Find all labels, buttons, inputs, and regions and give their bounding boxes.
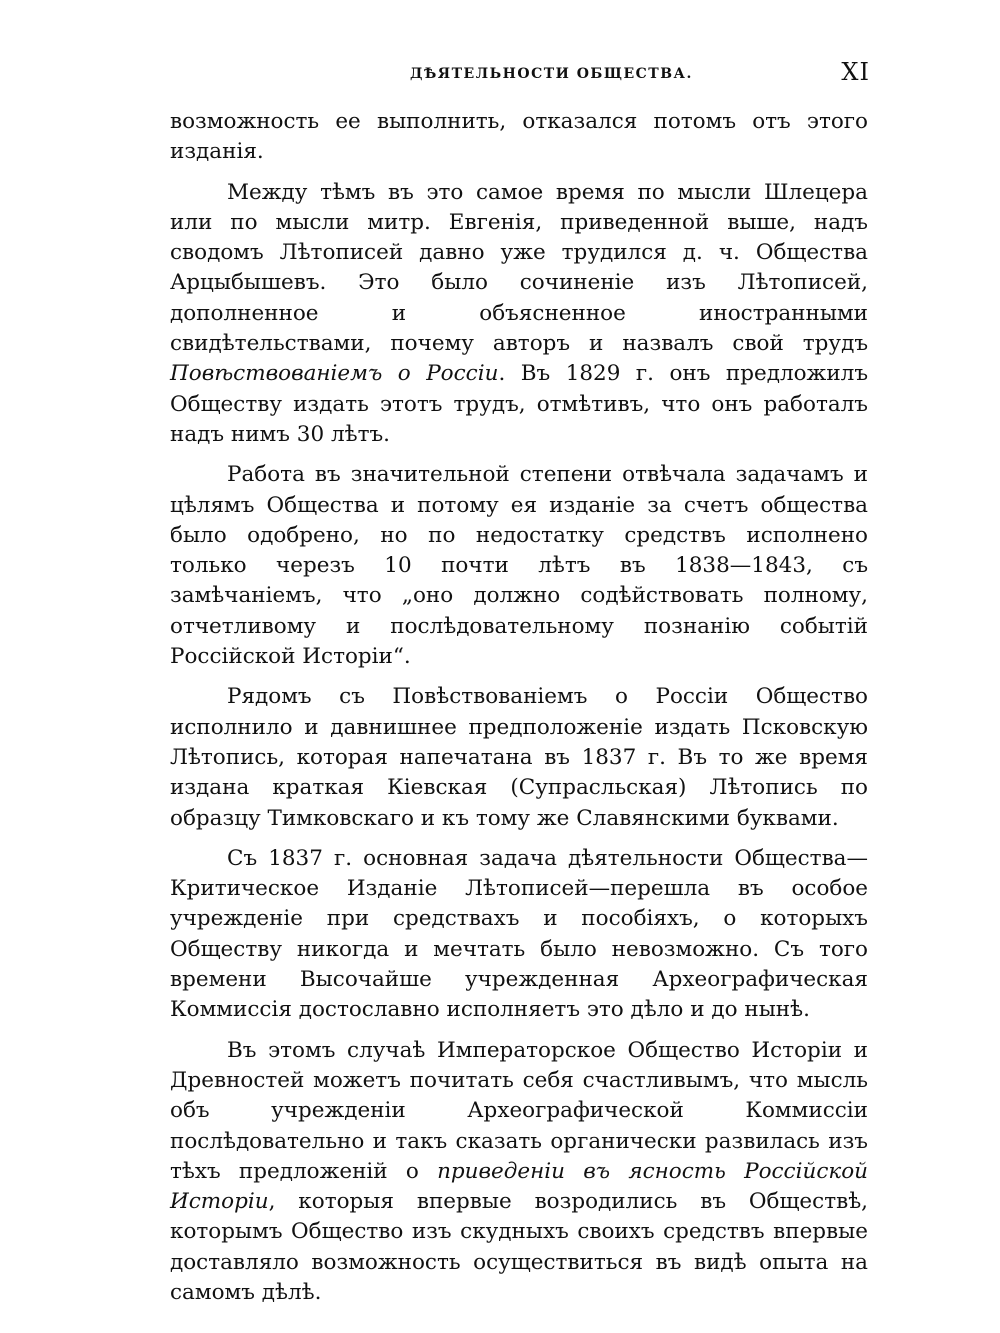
paragraph [170, 178, 868, 451]
paragraph [170, 107, 868, 168]
text-run: Съ 1837 г. основная задача дѣятельности Общества—Критическое Изданіе Лѣтописей—перешла въ особое учрежденіе при средствахъ и пособіяхъ, о которыхъ Обществу никогда и мечтать было невозможно. Съ того времени Высочайше учрежденная Археографическая Коммиссія достославно исполняетъ это дѣло и до нынѣ. [170, 845, 868, 1023]
text-run: Рядомъ съ Повѣствованіемъ о Россіи Общество исполнило и давнишнее предположеніе издать Псковскую Лѣтопись, которая напечатана въ 1837 г. Въ то же время издана краткая Кіевская (Супрасльская) Лѣтопись по образцу Тимковскаго и къ тому же Славянскими буквами. [170, 684, 868, 831]
page-number: XI [841, 58, 870, 86]
running-head: ДѢЯТЕЛЬНОСТИ ОБЩЕСТВА. [410, 66, 693, 82]
body-text [170, 107, 868, 1318]
text-run: . Въ 1829 г. онъ предложилъ Обществу издать этотъ трудъ, отмѣтивъ, что онъ работалъ надъ нимъ 30 лѣтъ. [170, 361, 868, 447]
italic-title: Повѣствованіемъ о Россіи [170, 361, 499, 387]
page-header [170, 58, 870, 90]
text-run: Въ этомъ случаѣ Императорское Общество Исторіи и Древностей можетъ почитать себя счастливымъ, что мысль объ учрежденіи Археографической Коммиссіи послѣдовательно и такъ сказать органически развилась изъ тѣхъ предложеній о [170, 1037, 868, 1184]
paragraph [170, 844, 868, 1026]
text-run: Работа въ значительной степени отвѣчала задачамъ и цѣлямъ Общества и потому ея изданіе за счетъ общества было одобрено, но по недостатку средствъ исполнено только черезъ 10 почти лѣтъ въ 1838—1843, съ замѣчаніемъ, что „оно должно содѣйствовать полному, отчетливому и послѣдовательному познанію событій Россійской Исторіи“. [170, 462, 868, 670]
text-run: , которыя впервые возродились въ Обществѣ, которымъ Общество изъ скудныхъ своихъ средствъ впервые доставляло возможность осуществиться въ видѣ опыта на самомъ дѣлѣ. [170, 1189, 868, 1305]
paragraph [170, 460, 868, 672]
italic-phrase: приведеніи въ ясность Россійской Исторіи [170, 1158, 868, 1215]
text-run: возможность ее выполнить, отказался потомъ отъ этого изданія. [170, 109, 868, 165]
text-run: Между тѣмъ въ это самое время по мысли Шлецера или по мысли митр. Евгенія, приведенной выше, надъ сводомъ Лѣтописей давно уже трудился д. ч. Общества Арцыбышевъ. Это было сочиненіе изъ Лѣтописей, дополненное и объясненное иностранными свидѣтельствами, почему авторъ и назвалъ свой трудъ [170, 179, 868, 357]
paragraph [170, 682, 868, 833]
paragraph [170, 1036, 868, 1309]
